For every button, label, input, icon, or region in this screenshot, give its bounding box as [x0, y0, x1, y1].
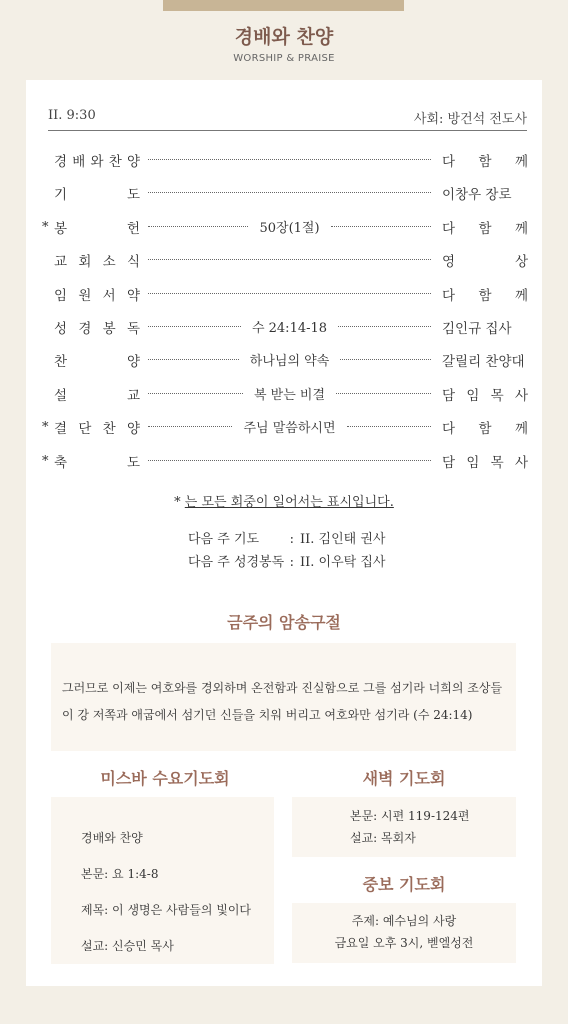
order-leader-dots [147, 217, 432, 237]
order-item-detail: 50장(1절) [259, 220, 320, 236]
order-item-label: 축 도 [54, 454, 140, 471]
wednesday-line: 설교: 신승민 목사 [81, 939, 174, 953]
order-leader-dots [147, 451, 432, 471]
memory-verse-text: 그러므로 이제는 여호와를 경외하며 온전함과 진실함으로 그를 섬기라 너희의 조상들이 강 저쪽과 애굽에서 섬기던 신들을 치워 버리고 여호와만 섬기라 (수 24:14) [62, 681, 503, 722]
order-item-label: 경 배 와 찬 양 [54, 154, 140, 170]
order-leader-dots [147, 284, 432, 304]
order-row [42, 250, 528, 283]
wednesday-title: 미스바 수요기도회 [100, 769, 230, 788]
service-time: II. 9:30 [48, 108, 96, 123]
next-week-label: 다음 주 성경봉독 : [188, 555, 294, 570]
order-item-person: 다 함 께 [442, 154, 528, 170]
order-leader-dots [147, 250, 432, 270]
memory-verse-title: 금주의 암송구절 [227, 613, 341, 632]
order-item-person: 다 함 께 [442, 287, 528, 304]
service-leader: 사회: 방건석 전도사 [413, 112, 527, 127]
page-title: 경배와 찬양 [234, 26, 334, 48]
dawn-title: 새벽 기도회 [362, 769, 446, 788]
order-row [42, 384, 528, 417]
intercession-title: 중보 기도회 [362, 875, 446, 894]
order-leader-dots [147, 384, 432, 404]
order-item-person: 갈릴리 찬양대 [442, 354, 525, 371]
next-week-value: II. 이우탁 집사 [300, 555, 386, 570]
order-item-detail: 주님 말씀하시면 [243, 421, 336, 437]
order-row [42, 417, 528, 450]
order-leader-dots [147, 350, 432, 370]
order-item-label: 봉 헌 [54, 220, 140, 237]
order-item-label: 임 원 서 약 [54, 287, 140, 304]
intercession-line: 금요일 오후 3시, 벧엘성전 [334, 936, 474, 950]
dawn-lines [350, 805, 470, 849]
next-week-label: 다음 주 기도 : [188, 532, 294, 547]
order-item-person: 영 상 [442, 254, 528, 271]
standing-marker: * [42, 420, 49, 436]
page-subtitle: WORSHIP & PRAISE [233, 53, 335, 64]
order-row [42, 317, 528, 350]
standing-marker: * [42, 219, 49, 235]
intercession-lines [292, 910, 516, 954]
order-row [42, 183, 528, 216]
order-item-label: 찬 양 [54, 354, 140, 371]
next-week-info [188, 528, 385, 574]
order-row [42, 451, 528, 484]
order-row [42, 284, 528, 317]
order-item-person: 다 함 께 [442, 421, 528, 438]
next-week-row [188, 528, 385, 551]
order-item-person: 이창우 장로 [442, 187, 512, 204]
dawn-line: 설교: 목회자 [350, 831, 416, 845]
order-item-detail: 수 24:14-18 [251, 320, 328, 336]
standing-note [0, 491, 568, 510]
service-header [48, 108, 527, 131]
note-star: * [174, 495, 181, 510]
order-item-person: 담 임 목 사 [442, 454, 528, 471]
order-leader-dots [147, 183, 432, 203]
wednesday-line: 경배와 찬양 [81, 831, 143, 845]
order-leader-dots [147, 417, 432, 437]
order-item-person: 다 함 께 [442, 220, 528, 237]
wednesday-lines [81, 820, 251, 964]
order-row [42, 150, 528, 183]
wednesday-line: 제목: 이 생명은 사람들의 빛이다 [81, 903, 251, 917]
order-row [42, 217, 528, 250]
standing-marker: * [42, 453, 49, 469]
next-week-value: II. 김인태 권사 [300, 532, 386, 547]
wednesday-line: 본문: 요 1:4-8 [81, 867, 159, 881]
top-accent-bar [163, 0, 404, 11]
order-leader-dots [147, 150, 432, 170]
next-week-row [188, 551, 385, 574]
order-item-label: 결 단 찬 양 [54, 421, 140, 438]
order-row [42, 350, 528, 383]
order-item-detail: 복 받는 비결 [253, 387, 326, 403]
order-item-label: 교 회 소 식 [54, 254, 140, 271]
order-of-service [42, 150, 528, 484]
dawn-line: 본문: 시편 119-124편 [350, 809, 470, 823]
order-item-label: 기 도 [54, 187, 140, 204]
order-item-person: 김인규 집사 [442, 320, 512, 337]
order-item-label: 성 경 봉 독 [54, 320, 140, 337]
order-leader-dots [147, 317, 432, 337]
intercession-line: 주제: 예수님의 사랑 [351, 914, 457, 928]
order-item-detail: 하나님의 약속 [249, 354, 330, 370]
order-item-label: 설 교 [54, 387, 140, 404]
note-text: 는 모든 회중이 일어서는 표시입니다. [184, 495, 394, 510]
order-item-person: 담 임 목 사 [442, 387, 528, 404]
